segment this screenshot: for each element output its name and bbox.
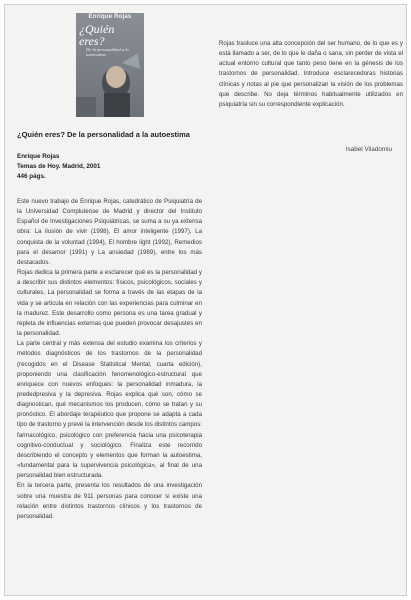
- left-column: [17, 197, 202, 522]
- document-page: [4, 4, 407, 596]
- cover-subtitle: De la personalidad a la autoestima: [86, 47, 129, 57]
- pages-line: 446 págs.: [17, 173, 46, 180]
- right-column: [219, 39, 403, 110]
- publisher-line: Temas de Hoy. Madrid, 2001: [17, 163, 101, 170]
- paragraph-3: La parte central y más extensa del estudio examina los criterios y métodos diagnósticos de los trastornos de la personalidad (recogidos en el Disease Statistical Mental, cuarta edición), proponiendo una clasificación fenomenológico-estructural que enriquece con nuevos enfoques: la personalidad inmadura, la prededpresiva y la depresiva. Rojas explica qué son, cómo se diagnostican, qué mecanismos los producen, cómo se tratan y su pronóstico. El abordaje terapéutico que propone se adapta a cada tipo de trastorno y prevé la intervención desde los distintos campos: farmacológico, psicológico con preferencia hacia una psicoterapia cognitivo-conductual y sociológico. Finaliza este recorrido describiendo el concepto y elementos que forman la autoestima, «fundamental para la supervivencia psicológica», al final de una personalidad bien estructurada.: [17, 340, 202, 480]
- paragraph-4: En la tercera parte, presenta los resultados de una investigación sobre una muestra de 911 personas para conocer si existe una relación entre distintos trastornos clínicos y los trastornos de personalidad.: [17, 482, 202, 520]
- paragraph-right: Rojas trasluce una alta concepción del ser humano, de lo que es y está llamado a ser, de lo que le daña o sana, sin perder de vista el actual entorno cultural que tanto peso tiene en la génesis de los trastornos de personalidad. Introduce esclarecedoras historias clínicas y notas al pie que personalizan la visión de los problemas que describe. No deja términos habitualmente utilizados en psiquiatría sin su correspondiente explicación.: [219, 40, 403, 108]
- author-line: Enrique Rojas: [17, 153, 60, 160]
- reviewer-signature: Isabel Viladomiu: [345, 146, 392, 153]
- review-heading: ¿Quién eres? De la personalidad a la autoestima: [17, 130, 190, 139]
- paragraph-1: Este nuevo trabajo de Enrique Rojas, catedrático de Psiquiatría de la Universidad Complutense de Madrid y director del Instituto Español de Investigaciones Psiquiátricas, se suma a su ya extensa obra: La ilusión de vivir (1998), El amor inteligente (1997), La conquista de la voluntad (1994), El hombre light (1992), Remedios para el desamor (1991) y La ansiedad (1989), entre los más destacados.: [17, 198, 202, 266]
- paragraph-2: Rojas dedica la primera parte a esclarecer qué es la personalidad y a describir sus distintos elementos: físicos, psicológicos, sociales y culturales. La personalidad se forma a través de las etapas de la vida y se articula en relación con las experiencias para culminar en la madurez. Este desarrollo como persona es una tarea gradual y repleta de influencias externas que pueden provocar desajustes en la personalidad.: [17, 269, 202, 338]
- book-cover: [76, 13, 144, 117]
- cover-author: Enrique Rojas: [88, 14, 132, 20]
- cover-title: ¿Quién eres?: [79, 22, 115, 48]
